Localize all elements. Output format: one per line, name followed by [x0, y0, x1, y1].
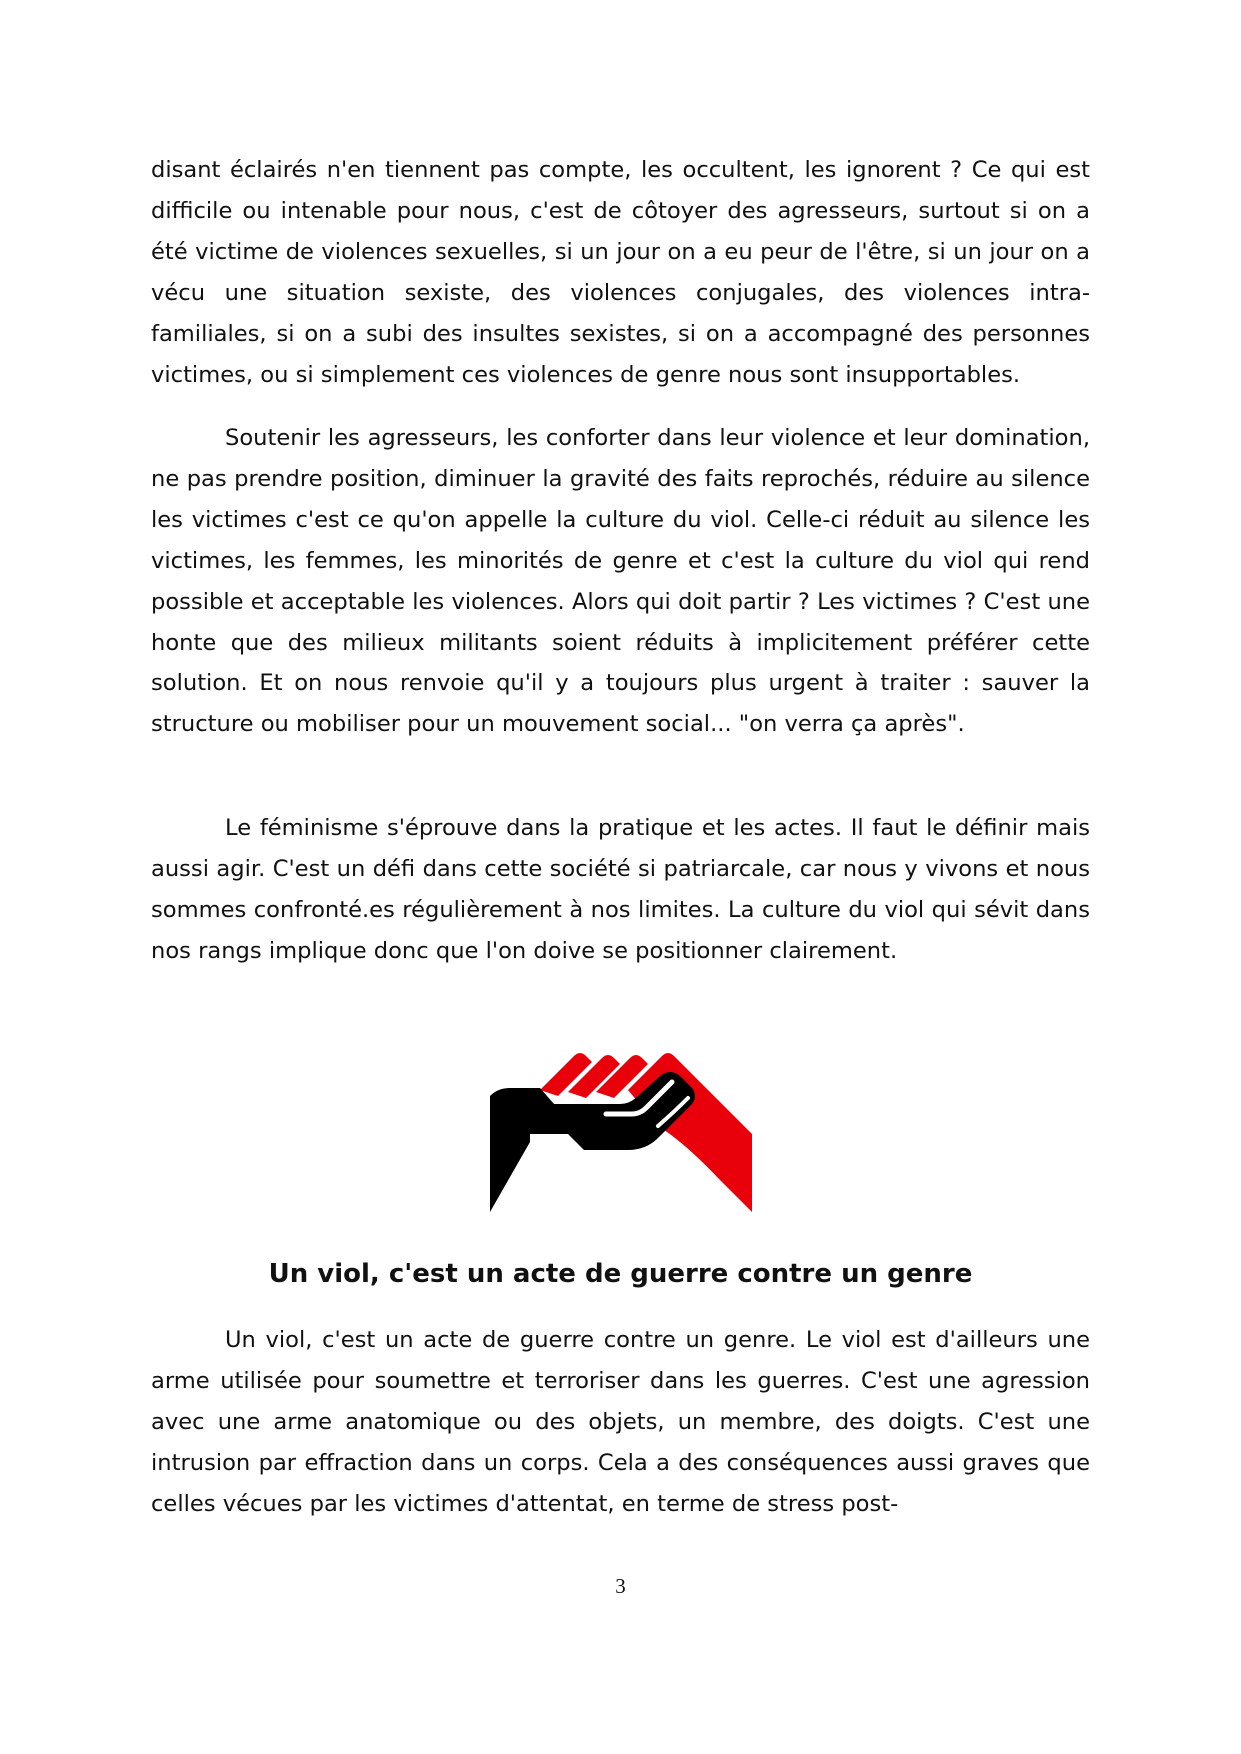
paragraph-text: Le féminisme s'éprouve dans la pratique et les actes. Il faut le définir mais aussi agir. C'est un défi dans cette société si patriarcale, car nous y vivons et nous sommes confronté.es régulièrement à nos limites. La culture du viol qui sévit dans nos rangs implique donc que l'on doive se positionner clairement. [151, 815, 1090, 964]
section-heading: Un viol, c'est un acte de guerre contre un genre [268, 1259, 973, 1289]
raised-fist-icon [488, 1030, 752, 1212]
body-paragraph-4 [151, 1320, 1090, 1525]
body-paragraph-2 [151, 418, 1090, 745]
paragraph-text: disant éclairés n'en tiennent pas compte, les occultent, les ignorent ? Ce qui est difficile ou intenable pour nous, c'est de côtoyer des agresseurs, surtout si on a été victime de violences sexuelles, si un jour on a eu peur de l'être, si un jour on a vécu une situation sexiste, des violences conjugales, des violences intra-familiales, si on a subi des insultes sexistes, si on a accompagné des personnes victimes, ou si simplement ces violences de genre nous sont insupportables. [151, 157, 1090, 388]
paragraph-text: Un viol, c'est un acte de guerre contre un genre. Le viol est d'ailleurs une arme utilisée pour soumettre et terroriser dans les guerres. C'est une agression avec une arme anatomique ou des objets, un membre, des doigts. C'est une intrusion par effraction dans un corps. Cela a des conséquences aussi graves que celles vécues par les victimes d'attentat, en terme de stress post- [151, 1327, 1090, 1517]
paragraph-text: Soutenir les agresseurs, les conforter dans leur violence et leur domination, ne pas prendre position, diminuer la gravité des faits reprochés, réduire au silence les victimes c'est ce qu'on appelle la culture du viol. Celle-ci réduit au silence les victimes, les femmes, les minorités de genre et c'est la culture du viol qui rend possible et acceptable les violences. Alors qui doit partir ? Les victimes ? C'est une honte que des milieux militants soient réduits à implicitement préférer cette solution. Et on nous renvoie qu'il y a toujours plus urgent à traiter : sauver la structure ou mobiliser pour un mouvement social... "on verra ça après". [151, 425, 1090, 738]
body-paragraph-1 [151, 150, 1090, 395]
body-paragraph-3 [151, 808, 1090, 972]
page-number: 3 [615, 1574, 626, 1598]
